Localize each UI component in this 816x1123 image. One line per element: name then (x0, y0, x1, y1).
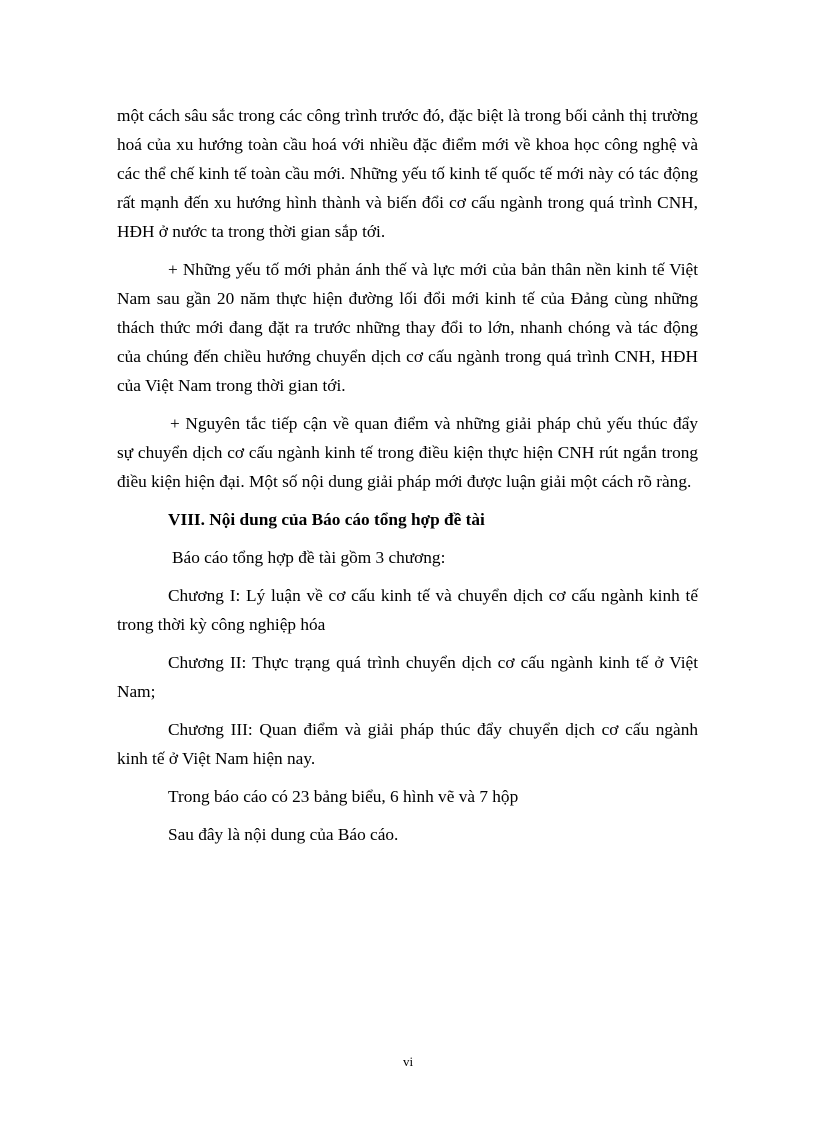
report-summary: Trong báo cáo có 23 bảng biểu, 6 hình vẽ và 7 hộp (168, 787, 519, 806)
chapter-3: Chương III: Quan điểm và giải pháp thúc đẩy chuyển dịch cơ cấu ngành kinh tế ở Việt Nam hiện nay. (117, 720, 698, 768)
section-heading: VIII. Nội dung của Báo cáo tổng hợp đề tài (168, 510, 485, 529)
paragraph-continuation: một cách sâu sắc trong các công trình trước đó, đặc biệt là trong bối cảnh thị trường hoá của xu hướng toàn cầu hoá với nhiều đặc điểm mới về khoa học công nghệ và các thể chế kinh tế toàn cầu mới. Những yếu tố kinh tế quốc tế mới này có tác động rất mạnh đến xu hướng hình thành và biến đổi cơ cấu ngành trong quá trình CNH, HĐH ở nước ta trong thời gian sắp tới. (117, 106, 698, 241)
document-body (117, 101, 698, 858)
chapter-1: Chương I: Lý luận về cơ cấu kinh tế và chuyển dịch cơ cấu ngành kinh tế trong thời kỳ công nghiệp hóa (117, 586, 698, 634)
report-intro: Báo cáo tổng hợp đề tài gồm 3 chương: (172, 548, 446, 567)
paragraph-new-factors: + Những yếu tố mới phản ánh thế và lực mới của bản thân nền kinh tế Việt Nam sau gần 20 năm thực hiện đường lối đổi mới kinh tế của Đảng cùng những thách thức mới đang đặt ra trước những thay đổi to lớn, nhanh chóng và tác động của chúng đến chiều hướng chuyển dịch cơ cấu ngành trong quá trình CNH, HĐH của Việt Nam trong thời gian tới. (117, 260, 698, 395)
closing-line: Sau đây là nội dung của Báo cáo. (168, 825, 399, 844)
chapter-2: Chương II: Thực trạng quá trình chuyển dịch cơ cấu ngành kinh tế ở Việt Nam; (117, 653, 698, 701)
page-number: vi (402, 1054, 414, 1069)
paragraph-approach-principles: + Nguyên tắc tiếp cận về quan điểm và những giải pháp chủ yếu thúc đẩy sự chuyển dịch cơ cấu ngành kinh tế trong điều kiện thực hiện CNH rút ngắn trong điều kiện hiện đại. Một số nội dung giải pháp mới được luận giải một cách rõ ràng. (117, 414, 698, 491)
